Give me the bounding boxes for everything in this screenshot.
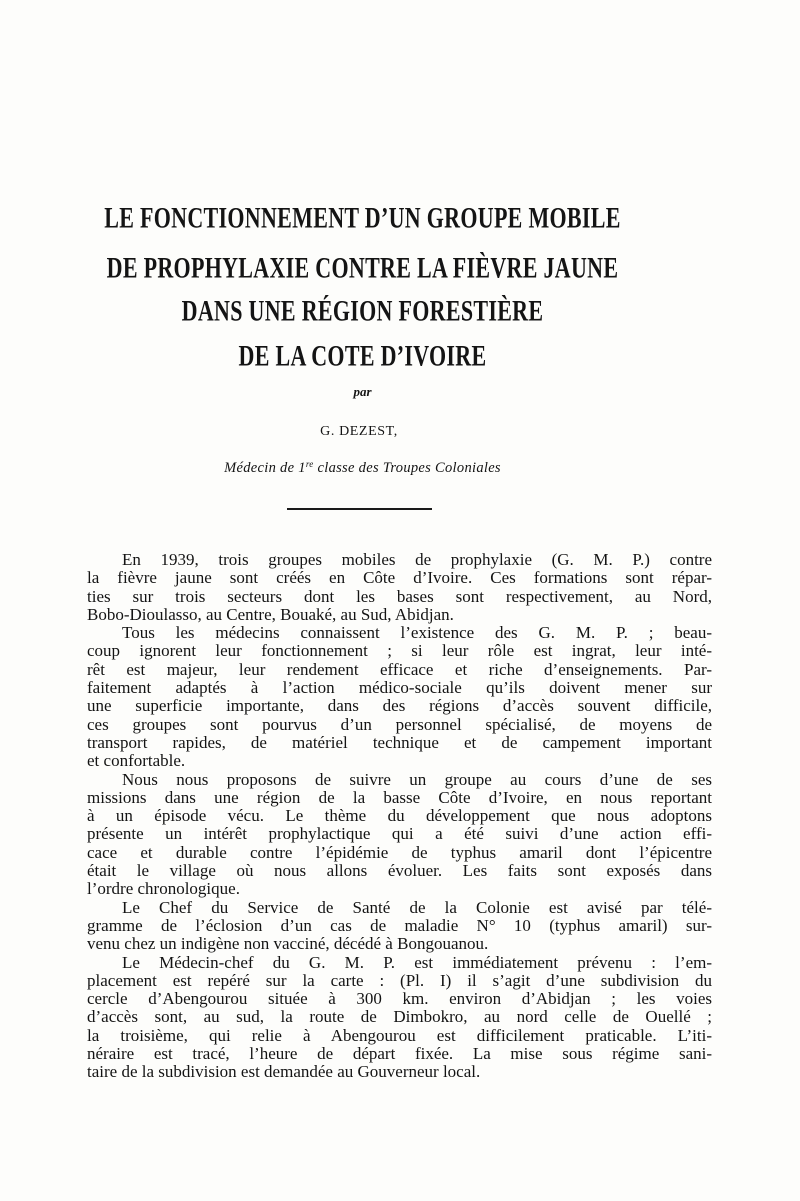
- author-rank-prefix: Médecin de 1: [224, 460, 306, 476]
- author-rank-suffix: classe des Troupes Coloniales: [313, 460, 501, 476]
- body-line: faitement adaptés à l’action médico-sociale qu’ils doivent mener sur: [87, 679, 712, 698]
- body-line: à un épisode vécu. Le thème du développement que nous adoptons: [87, 807, 712, 826]
- body-line: ces groupes sont pourvus d’un personnel spécialisé, de moyens de: [87, 715, 712, 734]
- body-line: Tous les médecins connaissent l’existence des G. M. P. ; beau-: [122, 624, 712, 643]
- body-line: rêt est majeur, leur rendement efficace et riche d’enseignements. Par-: [87, 660, 712, 679]
- body-line: Bobo-Dioulasso, au Centre, Bouaké, au Sud, Abidjan.: [87, 605, 454, 624]
- body-line: Le Médecin-chef du G. M. P. est immédiatement prévenu : l’em-: [122, 953, 712, 972]
- body-paragraph: [87, 624, 712, 770]
- body-line: transport rapides, de matériel technique et de campement important: [87, 733, 712, 752]
- body-line: venu chez un indigène non vacciné, décédé à Bongouanou.: [87, 935, 489, 954]
- body-line: d’accès sont, au sud, la route de Dimbokro, au nord celle de Ouellé ;: [87, 1008, 712, 1027]
- author-name: G. DEZEST,: [320, 424, 398, 439]
- body-line: cace et durable contre l’épidémie de typhus amaril dont l’épicentre: [87, 843, 712, 862]
- page-title-line: DE LA COTE D’IVOIRE: [238, 338, 487, 373]
- author-rank-superscript: re: [305, 459, 314, 469]
- body-paragraph: [87, 771, 712, 899]
- body-line: gramme de l’éclosion d’un cas de maladie N° 10 (typhus amaril) sur-: [87, 916, 712, 935]
- body-line: Nous nous proposons de suivre un groupe au cours d’une de ses: [122, 770, 712, 789]
- body-line: une superficie importante, dans des régions d’accès souvent difficile,: [87, 697, 712, 716]
- author-rank: [0, 459, 725, 477]
- body-paragraph: [87, 551, 712, 624]
- body-line: présente un intérêt prophylactique qui a été suivi d’une action effi-: [87, 825, 712, 844]
- body-line: l’ordre chronologique.: [87, 880, 240, 899]
- body-paragraph: [87, 899, 712, 954]
- body-line: Le Chef du Service de Santé de la Colonie est avisé par télé-: [122, 898, 712, 917]
- body-line: coup ignorent leur fonctionnement ; si leur rôle est ingrat, leur inté-: [87, 642, 712, 661]
- page-title-line: LE FONCTIONNEMENT D’UN GROUPE MOBILE: [104, 200, 621, 235]
- byline-par: par: [353, 384, 372, 399]
- body-line: cercle d’Abengourou située à 300 km. environ d’Abidjan ; les voies: [87, 990, 712, 1009]
- body-line: En 1939, trois groupes mobiles de prophylaxie (G. M. P.) contre: [122, 551, 712, 569]
- page-title-line: DANS UNE RÉGION FORESTIÈRE: [181, 293, 544, 328]
- title-rule: [287, 508, 432, 510]
- body-line: était le village où nous allons évoluer. Les faits sont exposés dans: [87, 862, 712, 881]
- body-line: la troisième, qui relie à Abengourou est difficilement praticable. L’iti-: [87, 1026, 712, 1045]
- body-line: et confortable.: [87, 752, 186, 771]
- page-title-line: DE PROPHYLAXIE CONTRE LA FIÈVRE JAUNE: [106, 250, 619, 285]
- body-line: la fièvre jaune sont créés en Côte d’Ivoire. Ces formations sont répar-: [87, 569, 712, 588]
- body-line: néraire est tracé, l’heure de départ fixée. La mise sous régime sani-: [87, 1045, 712, 1064]
- body-line: ties sur trois secteurs dont les bases sont respectivement, au Nord,: [87, 587, 712, 606]
- body-text: [87, 551, 712, 1082]
- body-line: placement est repéré sur la carte : (Pl. I) il s’agit d’une subdivision du: [87, 971, 712, 990]
- body-line: taire de la subdivision est demandée au Gouverneur local.: [87, 1063, 481, 1082]
- body-line: missions dans une région de la basse Côte d’Ivoire, en nous reportant: [87, 788, 712, 807]
- body-paragraph: [87, 954, 712, 1082]
